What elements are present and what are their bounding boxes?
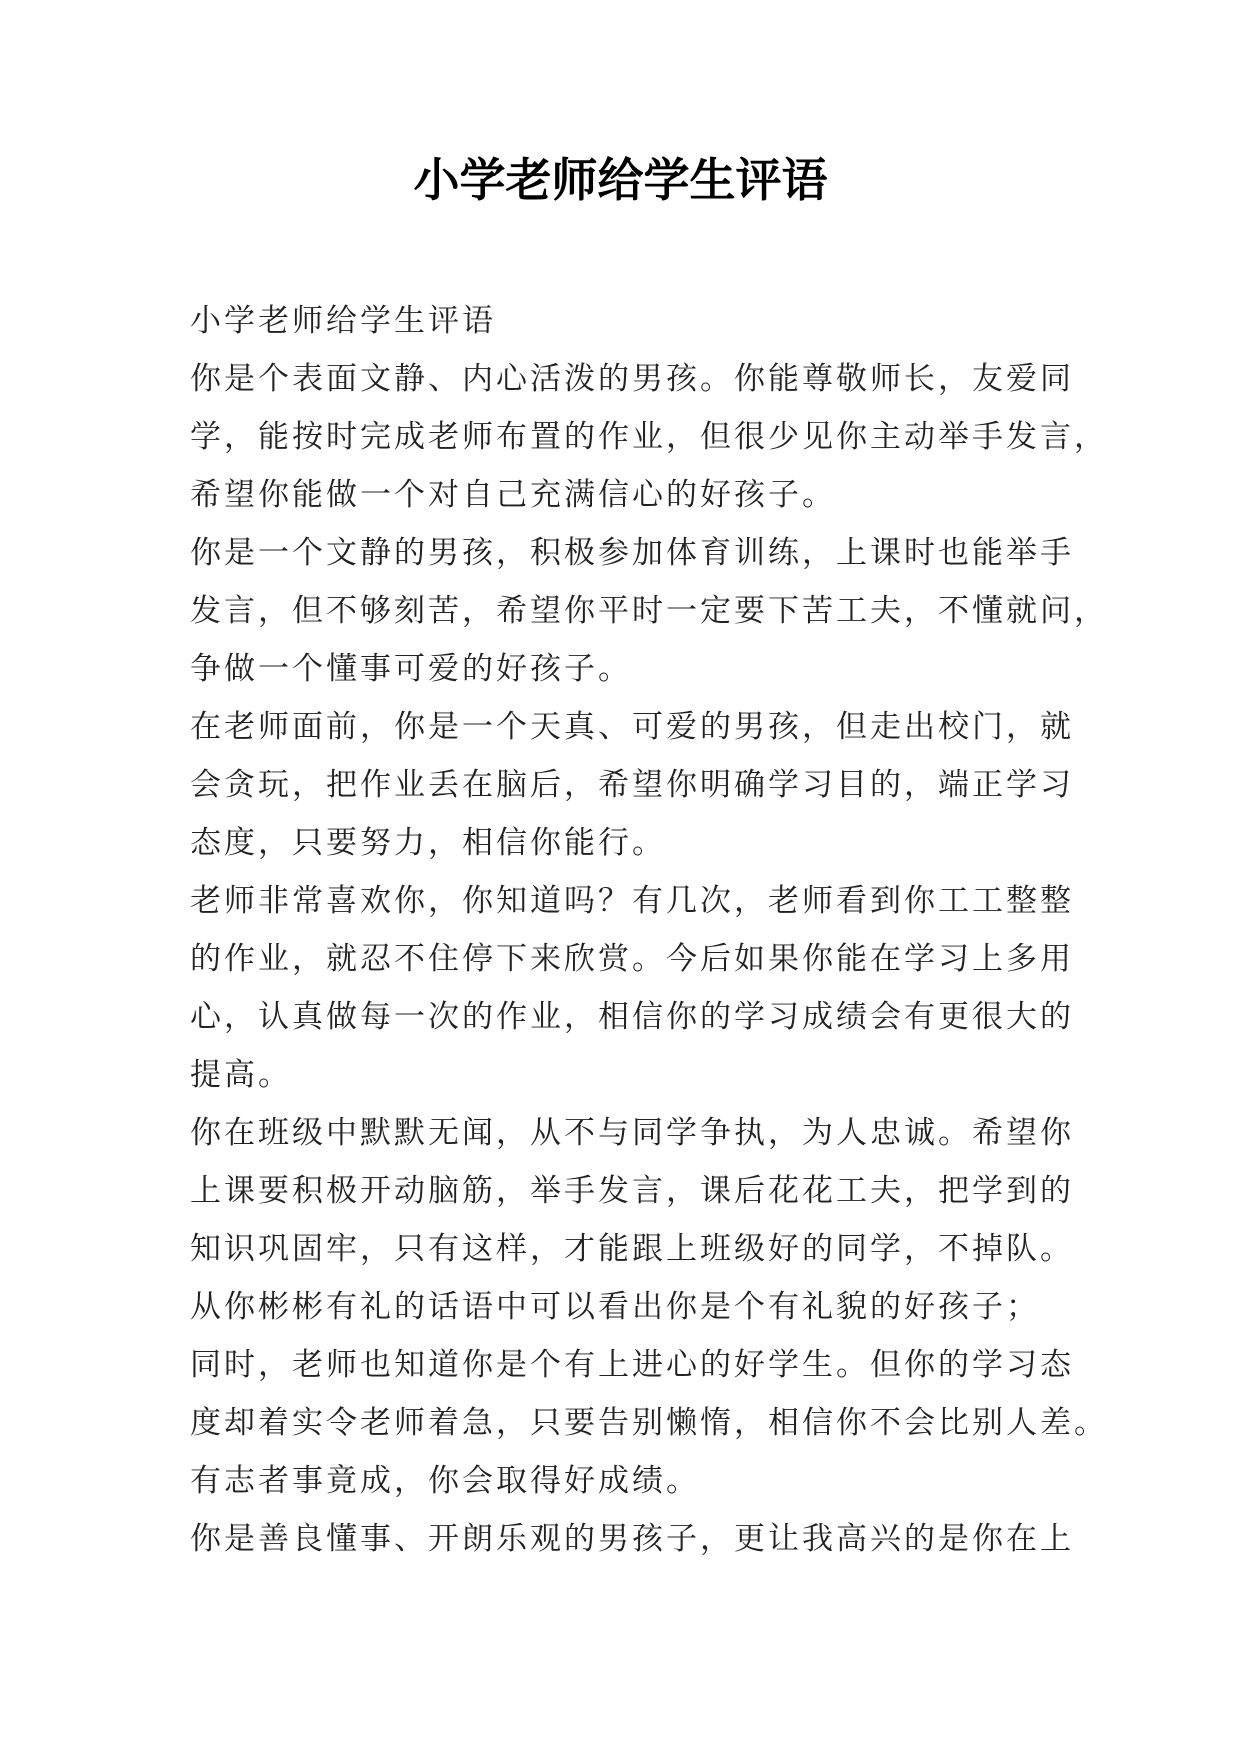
body-line: 会贪玩，把作业丢在脑后，希望你明确学习目的，端正学习 <box>190 767 1074 803</box>
body-line: 发言，但不够刻苦，希望你平时一定要下苦工夫，不懂就问， <box>190 593 1108 629</box>
document-title: 小学老师给学生评语 <box>413 153 828 207</box>
body-line: 同时，老师也知道你是个有上进心的好学生。但你的学习态 <box>190 1347 1074 1383</box>
body-line: 心，认真做每一次的作业，相信你的学习成绩会有更很大的 <box>190 999 1074 1035</box>
body-line: 你是个表面文静、内心活泼的男孩。你能尊敬师长，友爱同 <box>190 361 1074 397</box>
body-line: 知识巩固牢，只有这样，才能跟上班级好的同学，不掉队。 <box>190 1231 1074 1267</box>
body-line: 老师非常喜欢你，你知道吗？有几次，老师看到你工工整整 <box>190 883 1074 919</box>
body-line: 小学老师给学生评语 <box>190 303 496 339</box>
body-line: 有志者事竟成，你会取得好成绩。 <box>190 1463 700 1499</box>
body-line: 学，能按时完成老师布置的作业，但很少见你主动举手发言， <box>190 419 1108 455</box>
body-line: 希望你能做一个对自己充满信心的好孩子。 <box>190 477 836 513</box>
document-body <box>190 292 1108 1568</box>
body-line: 提高。 <box>190 1057 292 1093</box>
body-line: 在老师面前，你是一个天真、可爱的男孩，但走出校门，就 <box>190 709 1074 745</box>
body-line: 度却着实令老师着急，只要告别懒惰，相信你不会比别人差。 <box>190 1405 1108 1441</box>
body-line: 从你彬彬有礼的话语中可以看出你是个有礼貌的好孩子； <box>190 1289 1040 1325</box>
body-line: 上课要积极开动脑筋，举手发言，课后花花工夫，把学到的 <box>190 1173 1074 1209</box>
body-line: 态度，只要努力，相信你能行。 <box>190 825 666 861</box>
body-line: 的作业，就忍不住停下来欣赏。今后如果你能在学习上多用 <box>190 941 1074 977</box>
body-line: 你是善良懂事、开朗乐观的男孩子，更让我高兴的是你在上 <box>190 1521 1074 1557</box>
body-line: 你是一个文静的男孩，积极参加体育训练，上课时也能举手 <box>190 535 1074 571</box>
body-line: 争做一个懂事可爱的好孩子。 <box>190 651 632 687</box>
body-line: 你在班级中默默无闻，从不与同学争执，为人忠诚。希望你 <box>190 1115 1074 1151</box>
